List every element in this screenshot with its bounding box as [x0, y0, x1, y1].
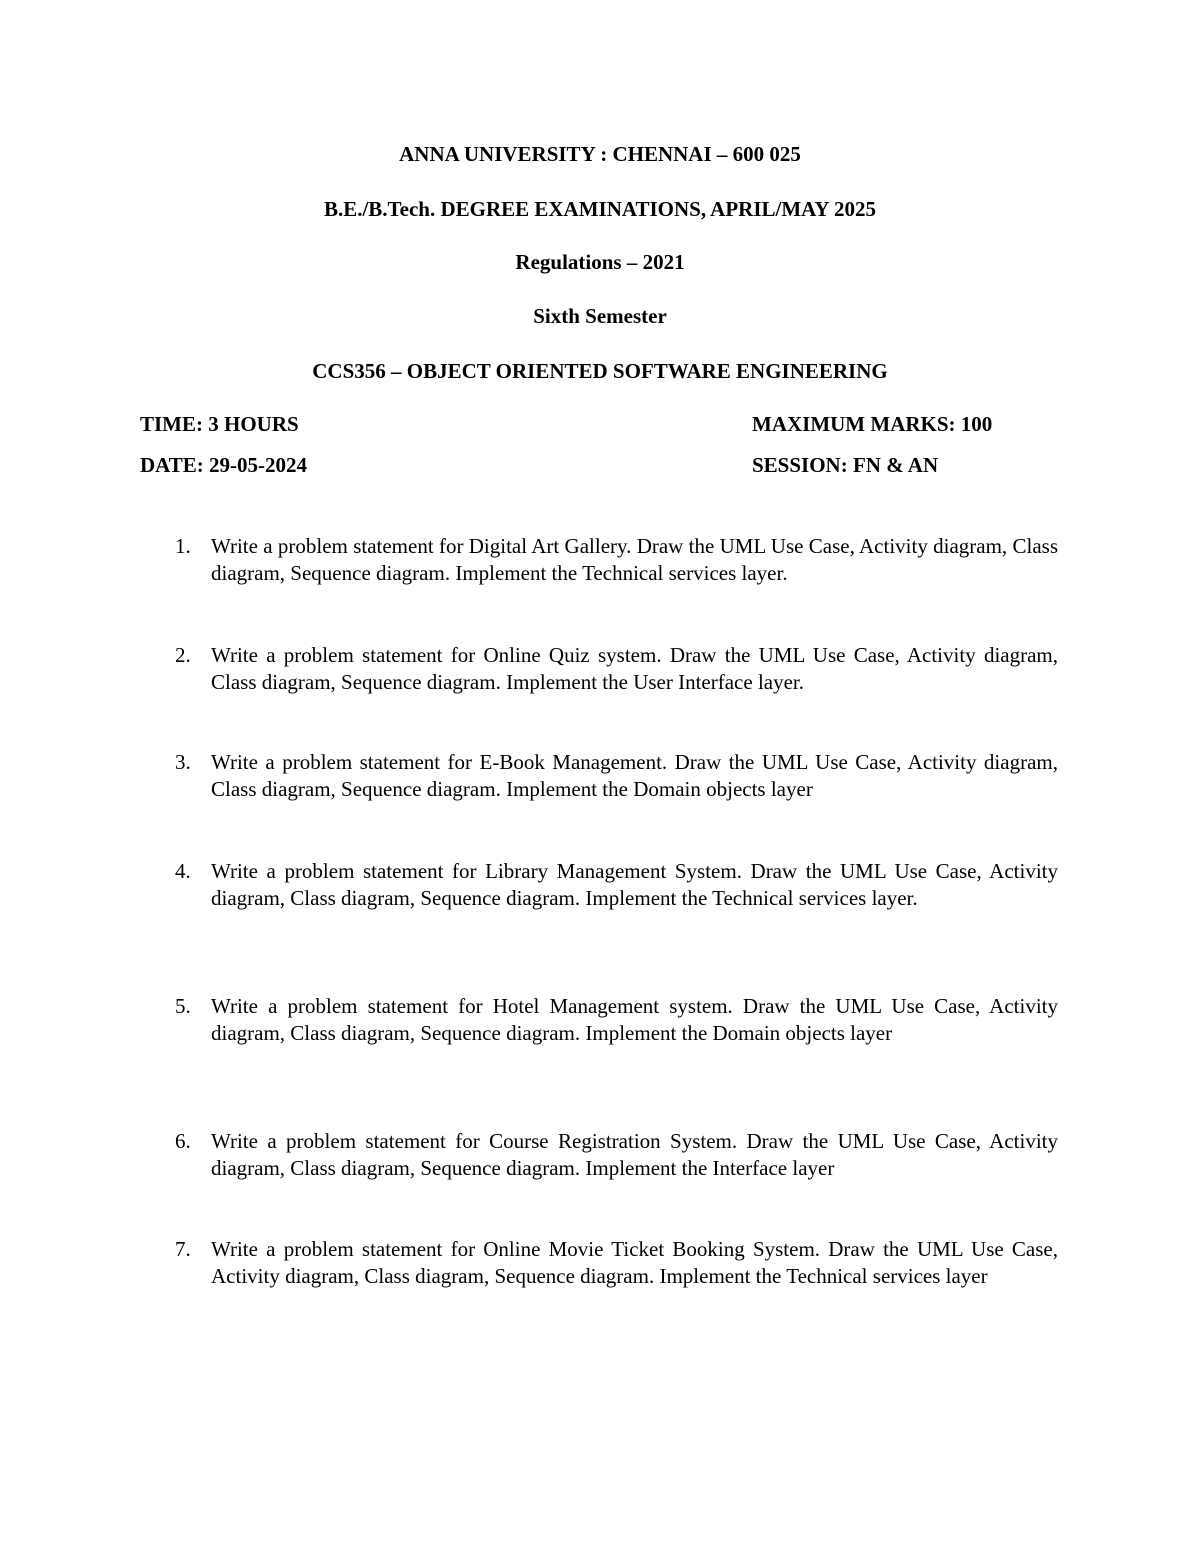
question-number: 5. — [175, 994, 191, 1018]
question-number: 3. — [175, 750, 191, 774]
question-number: 1. — [175, 534, 191, 558]
question-text: Write a problem statement for E-Book Management. Draw the UML Use Case, Activity diagram, Class diagram, Sequence diagram. Implement the Domain objects layer — [211, 750, 1058, 801]
exam-time: TIME: 3 HOURS — [140, 412, 299, 436]
regulations: Regulations – 2021 — [515, 250, 685, 274]
question-number: 4. — [175, 859, 191, 883]
question-number: 6. — [175, 1129, 191, 1153]
university-title: ANNA UNIVERSITY : CHENNAI – 600 025 — [399, 142, 801, 166]
exam-session: SESSION: FN & AN — [752, 453, 939, 477]
semester: Sixth Semester — [533, 304, 667, 328]
exam-title: B.E./B.Tech. DEGREE EXAMINATIONS, APRIL/MAY 2025 — [323, 197, 877, 221]
question-text: Write a problem statement for Digital Art Gallery. Draw the UML Use Case, Activity diagram, Class diagram, Sequence diagram. Implement the Technical services layer. — [211, 534, 1058, 585]
question-text: Write a problem statement for Course Registration System. Draw the UML Use Case, Activity diagram, Class diagram, Sequence diagram. Implement the Interface layer — [211, 1129, 1058, 1180]
question-text: Write a problem statement for Online Quiz system. Draw the UML Use Case, Activity diagram, Class diagram, Sequence diagram. Implement the User Interface layer. — [211, 643, 1058, 694]
question-text: Write a problem statement for Online Movie Ticket Booking System. Draw the UML Use Case, Activity diagram, Class diagram, Sequence diagram. Implement the Technical services layer — [211, 1237, 1058, 1288]
maximum-marks: MAXIMUM MARKS: 100 — [752, 412, 993, 436]
exam-date: DATE: 29-05-2024 — [140, 453, 308, 477]
question-text: Write a problem statement for Library Management System. Draw the UML Use Case, Activity diagram, Class diagram, Sequence diagram. Implement the Technical services layer. — [211, 859, 1058, 910]
question-number: 7. — [175, 1237, 191, 1261]
question-number: 2. — [175, 643, 191, 667]
question-text: Write a problem statement for Hotel Management system. Draw the UML Use Case, Activity diagram, Class diagram, Sequence diagram. Implement the Domain objects layer — [211, 994, 1058, 1045]
course-title: CCS356 – OBJECT ORIENTED SOFTWARE ENGINEERING — [312, 359, 888, 383]
